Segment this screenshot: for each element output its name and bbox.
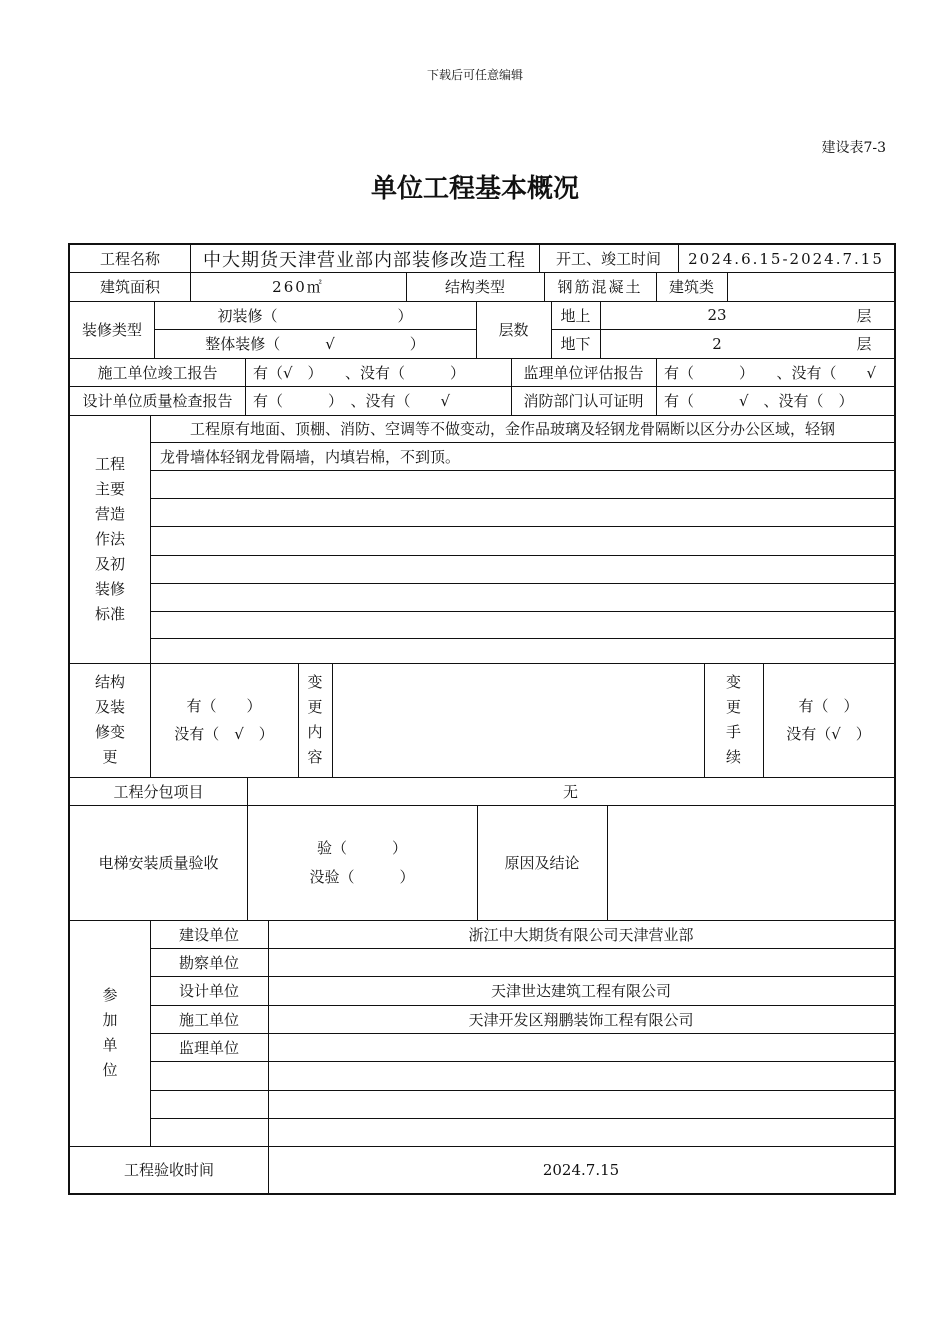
change-label-line: 结构 — [94, 673, 125, 691]
participants-label — [70, 920, 150, 1146]
design-quality-report-label: 设计单位质量检查报告 — [82, 392, 233, 410]
overview-table — [68, 243, 896, 1195]
participant-role: 施工单位 — [178, 1010, 239, 1029]
supervision-report-label: 监理单位评估报告 — [523, 363, 644, 382]
acceptance-time-label: 工程验收时间 — [123, 1161, 214, 1179]
main-method-label-line: 主要 — [94, 479, 125, 498]
change-content-label-char: 变 — [307, 673, 323, 691]
main-method-label-line: 装修 — [94, 579, 125, 598]
elevator-unchecked-option: 没验（ ） — [309, 867, 415, 886]
elevator-acceptance-label: 电梯安装质量验收 — [98, 854, 219, 872]
change-label — [70, 663, 150, 777]
elevator-options — [247, 805, 477, 920]
building-area-value: 260㎡ — [272, 278, 324, 296]
change-yes-option: 有（ ） — [186, 697, 262, 715]
participant-org — [268, 1118, 894, 1146]
project-name-label: 工程名称 — [99, 250, 160, 268]
change-content-label-char: 更 — [307, 698, 323, 716]
fire-approval-value: 有（ √ 、没有（ ） — [664, 392, 854, 410]
participants-label-char: 参 — [102, 986, 118, 1004]
completion-report-label: 施工单位竣工报告 — [97, 363, 218, 382]
main-method-label-line: 标准 — [94, 604, 125, 623]
structure-type-value: 钢筋混凝土 — [557, 278, 643, 296]
acceptance-time-value: 2024.7.15 — [542, 1160, 620, 1179]
participant-org: 浙江中大期货有限公司天津营业部 — [468, 925, 694, 944]
main-method-label-line: 及初 — [94, 554, 125, 573]
subcontract-label: 工程分包项目 — [113, 782, 204, 801]
completion-report-value: 有（√ ） 、没有（ ） — [253, 363, 466, 382]
participants-label-char: 单 — [102, 1036, 118, 1054]
main-method-label-line: 工程 — [94, 454, 125, 473]
change-label-line: 修变 — [94, 723, 125, 741]
building-class-label: 建筑类 — [668, 278, 714, 296]
building-area-label: 建筑面积 — [99, 278, 160, 296]
supervision-report-value: 有（ ） 、没有（ √ — [664, 363, 877, 382]
change-procedure-label-char: 变 — [725, 673, 741, 691]
participants-label-char: 位 — [102, 1061, 118, 1079]
participant-org — [268, 1061, 894, 1090]
change-label-line: 及装 — [94, 698, 125, 716]
procedure-yes-option: 有（ ） — [798, 697, 859, 715]
participant-org: 天津世达建筑工程有限公司 — [490, 982, 671, 1000]
change-no-option: 没有（ √ ） — [174, 725, 274, 743]
change-content-label — [298, 663, 332, 777]
below-ground-value: 2 — [712, 334, 722, 353]
participant-role — [150, 1090, 268, 1118]
change-procedure-label — [704, 663, 763, 777]
main-method-line-2: 龙骨墙体轻钢龙骨隔墙，内填岩棉，不到顶。 — [160, 447, 461, 466]
below-ground-label: 地下 — [560, 335, 591, 353]
main-method-line-1: 工程原有地面、顶棚、消防、空调等不做变动，金作品玻璃及轻钢龙骨隔断以区分办公区域，轻钢 — [190, 420, 836, 438]
page-title: 单位工程基本概况 — [370, 174, 579, 204]
project-name-value: 中大期货天津营业部内部装修改造工程 — [203, 249, 526, 271]
participant-org: 天津开发区翔鹏装饰工程有限公司 — [468, 1010, 694, 1029]
construction-period-value: 2024.6.15-2024.7.15 — [688, 249, 884, 268]
decoration-type-label: 装修类型 — [81, 321, 142, 339]
reason-value — [607, 805, 894, 920]
participant-role: 监理单位 — [178, 1038, 239, 1057]
change-procedure-label-char: 手 — [725, 723, 741, 741]
building-class-value — [727, 272, 894, 301]
subcontract-value: 无 — [562, 782, 578, 801]
main-method-label-line: 作法 — [94, 529, 125, 548]
design-quality-report-value: 有（ ） 、没有（ √ — [253, 392, 451, 410]
participant-org — [268, 1090, 894, 1118]
elevator-checked-option: 验（ ） — [316, 838, 407, 857]
change-options — [150, 663, 298, 777]
change-procedure-label-char: 续 — [725, 748, 741, 766]
form-number: 建设表7-3 — [821, 140, 886, 156]
change-procedure-options — [763, 663, 894, 777]
main-method-label — [70, 415, 150, 663]
participant-org — [268, 1033, 894, 1061]
participant-role: 勘察单位 — [178, 953, 239, 972]
participant-role — [150, 1118, 268, 1146]
change-procedure-label-char: 更 — [725, 698, 741, 716]
above-ground-value: 23 — [707, 306, 727, 324]
below-floor-unit: 层 — [856, 335, 872, 353]
construction-period-label: 开工、竣工时间 — [555, 250, 661, 268]
participant-role: 建设单位 — [178, 925, 239, 944]
above-floor-unit: 层 — [856, 306, 872, 325]
procedure-no-option: 没有（√ ） — [786, 725, 871, 743]
change-label-line: 更 — [102, 748, 118, 766]
change-content-label-char: 内 — [307, 723, 323, 741]
header-note: 下载后可任意编辑 — [426, 68, 523, 82]
floors-label: 层数 — [498, 321, 529, 339]
change-content-label-char: 容 — [307, 748, 323, 766]
participant-role — [150, 1061, 268, 1090]
participants-label-char: 加 — [102, 1011, 118, 1029]
whole-decoration-option: 整体装修（ √ ） — [205, 335, 425, 353]
above-ground-label: 地上 — [560, 306, 591, 325]
main-method-label-line: 营造 — [94, 504, 125, 523]
structure-type-label: 结构类型 — [444, 278, 505, 296]
participant-role: 设计单位 — [178, 982, 239, 1000]
participant-org — [268, 948, 894, 976]
initial-decoration-option: 初装修（ ） — [217, 306, 413, 325]
reason-label: 原因及结论 — [504, 854, 580, 872]
change-content-value — [332, 663, 704, 777]
fire-approval-label: 消防部门认可证明 — [523, 392, 644, 410]
